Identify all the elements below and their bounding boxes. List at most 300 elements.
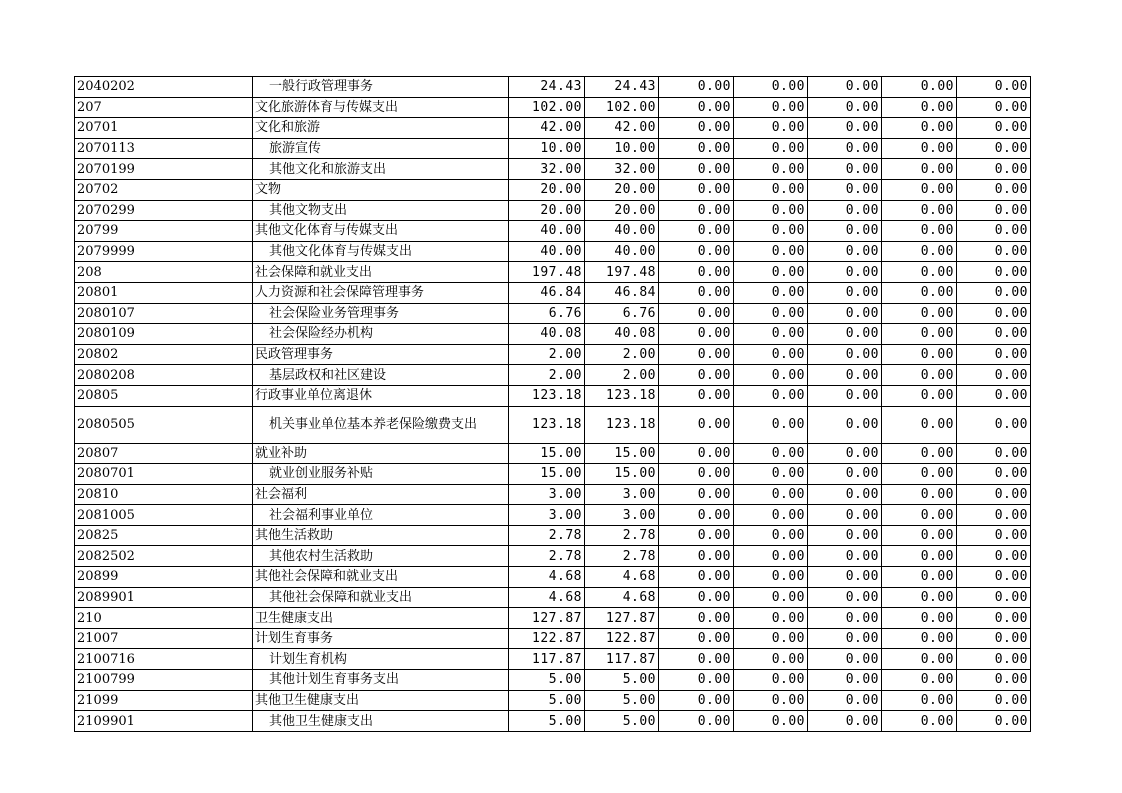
amount-cell: 0.00 bbox=[957, 649, 1031, 670]
table-row bbox=[75, 649, 1031, 670]
amount-cell: 0.00 bbox=[659, 670, 734, 691]
amount-cell: 0.00 bbox=[882, 587, 957, 608]
subject-name-text: 行政事业单位离退休 bbox=[255, 388, 373, 404]
amount-cell: 0.00 bbox=[957, 262, 1031, 283]
amount-cell: 0.00 bbox=[882, 179, 957, 200]
amount-cell: 2.78 bbox=[585, 525, 659, 546]
subject-code-cell: 2080701 bbox=[75, 464, 253, 485]
amount-cell: 0.00 bbox=[882, 344, 957, 365]
subject-code-cell: 2080505 bbox=[75, 406, 253, 443]
subject-name-cell bbox=[253, 690, 509, 711]
subject-code-cell: 20807 bbox=[75, 443, 253, 464]
amount-cell: 15.00 bbox=[585, 464, 659, 485]
table-row bbox=[75, 138, 1031, 159]
amount-cell: 0.00 bbox=[734, 324, 808, 345]
amount-cell: 0.00 bbox=[808, 138, 882, 159]
table-row bbox=[75, 324, 1031, 345]
subject-code-cell: 2040202 bbox=[75, 77, 253, 98]
subject-code-cell: 20899 bbox=[75, 567, 253, 588]
table-row bbox=[75, 484, 1031, 505]
table-row bbox=[75, 690, 1031, 711]
table-row bbox=[75, 505, 1031, 526]
amount-cell: 40.08 bbox=[585, 324, 659, 345]
amount-cell: 0.00 bbox=[957, 241, 1031, 262]
amount-cell: 2.00 bbox=[585, 344, 659, 365]
subject-name-cell bbox=[253, 546, 509, 567]
amount-cell: 0.00 bbox=[882, 406, 957, 443]
subject-name-text: 其他社会保障和就业支出 bbox=[255, 569, 399, 585]
amount-cell: 123.18 bbox=[509, 385, 585, 406]
amount-cell: 0.00 bbox=[882, 118, 957, 139]
amount-cell: 0.00 bbox=[957, 77, 1031, 98]
amount-cell: 0.00 bbox=[808, 159, 882, 180]
amount-cell: 0.00 bbox=[734, 464, 808, 485]
subject-name-text: 基层政权和社区建设 bbox=[269, 367, 387, 383]
amount-cell: 0.00 bbox=[957, 406, 1031, 443]
subject-code-cell: 2082502 bbox=[75, 546, 253, 567]
table-row bbox=[75, 97, 1031, 118]
amount-cell: 0.00 bbox=[734, 406, 808, 443]
subject-name-cell bbox=[253, 505, 509, 526]
amount-cell: 0.00 bbox=[734, 443, 808, 464]
subject-name-cell bbox=[253, 221, 509, 242]
subject-code-cell: 2070199 bbox=[75, 159, 253, 180]
table-row bbox=[75, 546, 1031, 567]
amount-cell: 117.87 bbox=[585, 649, 659, 670]
subject-name-text: 民政管理事务 bbox=[255, 347, 334, 363]
amount-cell: 0.00 bbox=[882, 670, 957, 691]
amount-cell: 5.00 bbox=[585, 670, 659, 691]
amount-cell: 0.00 bbox=[957, 711, 1031, 732]
subject-name-text: 其他文化体育与传媒支出 bbox=[255, 223, 399, 239]
amount-cell: 0.00 bbox=[659, 546, 734, 567]
amount-cell: 32.00 bbox=[585, 159, 659, 180]
amount-cell: 0.00 bbox=[808, 118, 882, 139]
amount-cell: 0.00 bbox=[882, 324, 957, 345]
subject-name-text: 社会保险业务管理事务 bbox=[269, 305, 400, 321]
amount-cell: 127.87 bbox=[509, 608, 585, 629]
amount-cell: 0.00 bbox=[659, 97, 734, 118]
amount-cell: 0.00 bbox=[808, 628, 882, 649]
amount-cell: 0.00 bbox=[734, 567, 808, 588]
amount-cell: 0.00 bbox=[808, 505, 882, 526]
amount-cell: 0.00 bbox=[808, 221, 882, 242]
amount-cell: 0.00 bbox=[659, 179, 734, 200]
amount-cell: 0.00 bbox=[957, 344, 1031, 365]
amount-cell: 0.00 bbox=[734, 77, 808, 98]
amount-cell: 15.00 bbox=[509, 443, 585, 464]
amount-cell: 20.00 bbox=[509, 179, 585, 200]
subject-name-text: 其他农村生活救助 bbox=[269, 548, 374, 564]
amount-cell: 0.00 bbox=[957, 138, 1031, 159]
subject-name-cell bbox=[253, 324, 509, 345]
subject-code-cell: 2109901 bbox=[75, 711, 253, 732]
subject-name-text: 文物 bbox=[255, 182, 282, 198]
amount-cell: 0.00 bbox=[957, 97, 1031, 118]
subject-name-cell bbox=[253, 711, 509, 732]
table-row bbox=[75, 344, 1031, 365]
amount-cell: 0.00 bbox=[957, 546, 1031, 567]
amount-cell: 2.78 bbox=[585, 546, 659, 567]
amount-cell: 0.00 bbox=[957, 303, 1031, 324]
amount-cell: 0.00 bbox=[659, 282, 734, 303]
amount-cell: 0.00 bbox=[808, 406, 882, 443]
amount-cell: 122.87 bbox=[585, 628, 659, 649]
amount-cell: 0.00 bbox=[734, 200, 808, 221]
amount-cell: 0.00 bbox=[808, 525, 882, 546]
subject-name-cell bbox=[253, 303, 509, 324]
amount-cell: 0.00 bbox=[659, 406, 734, 443]
amount-cell: 0.00 bbox=[957, 505, 1031, 526]
amount-cell: 0.00 bbox=[882, 303, 957, 324]
amount-cell: 0.00 bbox=[734, 97, 808, 118]
amount-cell: 5.00 bbox=[585, 690, 659, 711]
amount-cell: 3.00 bbox=[585, 505, 659, 526]
subject-name-text: 机关事业单位基本养老保险缴费支出 bbox=[269, 417, 478, 432]
amount-cell: 0.00 bbox=[882, 97, 957, 118]
amount-cell: 0.00 bbox=[659, 464, 734, 485]
subject-code-cell: 20805 bbox=[75, 385, 253, 406]
subject-name-cell bbox=[253, 567, 509, 588]
subject-name-cell bbox=[253, 77, 509, 98]
table-row bbox=[75, 406, 1031, 443]
amount-cell: 0.00 bbox=[659, 608, 734, 629]
amount-cell: 4.68 bbox=[509, 567, 585, 588]
amount-cell: 0.00 bbox=[734, 525, 808, 546]
amount-cell: 0.00 bbox=[957, 690, 1031, 711]
subject-name-cell bbox=[253, 97, 509, 118]
amount-cell: 15.00 bbox=[585, 443, 659, 464]
amount-cell: 123.18 bbox=[585, 385, 659, 406]
amount-cell: 0.00 bbox=[734, 711, 808, 732]
subject-name-text: 就业补助 bbox=[255, 445, 308, 461]
amount-cell: 46.84 bbox=[585, 282, 659, 303]
amount-cell: 0.00 bbox=[659, 138, 734, 159]
subject-name-text: 人力资源和社会保障管理事务 bbox=[255, 285, 425, 301]
subject-code-cell: 20701 bbox=[75, 118, 253, 139]
amount-cell: 0.00 bbox=[659, 303, 734, 324]
table-row bbox=[75, 179, 1031, 200]
table-row bbox=[75, 443, 1031, 464]
amount-cell: 0.00 bbox=[808, 385, 882, 406]
amount-cell: 0.00 bbox=[659, 690, 734, 711]
subject-code-cell: 20802 bbox=[75, 344, 253, 365]
table-row bbox=[75, 608, 1031, 629]
amount-cell: 0.00 bbox=[734, 546, 808, 567]
amount-cell: 0.00 bbox=[882, 365, 957, 386]
subject-code-cell: 2080109 bbox=[75, 324, 253, 345]
amount-cell: 0.00 bbox=[808, 324, 882, 345]
amount-cell: 0.00 bbox=[957, 525, 1031, 546]
amount-cell: 0.00 bbox=[808, 344, 882, 365]
amount-cell: 0.00 bbox=[659, 118, 734, 139]
amount-cell: 4.68 bbox=[509, 587, 585, 608]
subject-name-text: 一般行政管理事务 bbox=[269, 79, 374, 95]
subject-code-cell: 2080208 bbox=[75, 365, 253, 386]
amount-cell: 0.00 bbox=[957, 179, 1031, 200]
amount-cell: 0.00 bbox=[957, 587, 1031, 608]
amount-cell: 0.00 bbox=[734, 241, 808, 262]
amount-cell: 0.00 bbox=[808, 484, 882, 505]
amount-cell: 0.00 bbox=[808, 262, 882, 283]
amount-cell: 2.78 bbox=[509, 546, 585, 567]
amount-cell: 0.00 bbox=[659, 344, 734, 365]
subject-name-text: 卫生健康支出 bbox=[255, 610, 334, 626]
amount-cell: 0.00 bbox=[882, 464, 957, 485]
subject-code-cell: 2089901 bbox=[75, 587, 253, 608]
amount-cell: 20.00 bbox=[585, 179, 659, 200]
amount-cell: 5.00 bbox=[509, 690, 585, 711]
amount-cell: 0.00 bbox=[659, 587, 734, 608]
amount-cell: 0.00 bbox=[882, 628, 957, 649]
amount-cell: 0.00 bbox=[808, 608, 882, 629]
amount-cell: 0.00 bbox=[659, 262, 734, 283]
amount-cell: 4.68 bbox=[585, 567, 659, 588]
amount-cell: 3.00 bbox=[509, 484, 585, 505]
amount-cell: 0.00 bbox=[659, 200, 734, 221]
amount-cell: 3.00 bbox=[509, 505, 585, 526]
subject-code-cell: 2070113 bbox=[75, 138, 253, 159]
amount-cell: 0.00 bbox=[957, 670, 1031, 691]
subject-code-cell: 20825 bbox=[75, 525, 253, 546]
subject-name-text: 计划生育机构 bbox=[269, 651, 348, 667]
subject-name-text: 旅游宣传 bbox=[269, 141, 322, 157]
amount-cell: 0.00 bbox=[882, 77, 957, 98]
subject-name-cell bbox=[253, 262, 509, 283]
subject-name-cell bbox=[253, 484, 509, 505]
amount-cell: 0.00 bbox=[808, 464, 882, 485]
subject-name-text: 其他文物支出 bbox=[269, 202, 348, 218]
amount-cell: 127.87 bbox=[585, 608, 659, 629]
amount-cell: 0.00 bbox=[882, 138, 957, 159]
amount-cell: 0.00 bbox=[957, 443, 1031, 464]
amount-cell: 0.00 bbox=[808, 97, 882, 118]
amount-cell: 20.00 bbox=[585, 200, 659, 221]
amount-cell: 102.00 bbox=[585, 97, 659, 118]
amount-cell: 2.78 bbox=[509, 525, 585, 546]
amount-cell: 0.00 bbox=[882, 711, 957, 732]
amount-cell: 0.00 bbox=[957, 282, 1031, 303]
amount-cell: 2.00 bbox=[509, 365, 585, 386]
subject-name-text: 其他文化和旅游支出 bbox=[269, 161, 387, 177]
amount-cell: 24.43 bbox=[585, 77, 659, 98]
amount-cell: 0.00 bbox=[957, 118, 1031, 139]
subject-code-cell: 2080107 bbox=[75, 303, 253, 324]
subject-name-cell bbox=[253, 608, 509, 629]
subject-name-text: 其他生活救助 bbox=[255, 528, 334, 544]
amount-cell: 0.00 bbox=[957, 159, 1031, 180]
amount-cell: 0.00 bbox=[882, 484, 957, 505]
amount-cell: 0.00 bbox=[957, 221, 1031, 242]
amount-cell: 42.00 bbox=[585, 118, 659, 139]
amount-cell: 6.76 bbox=[509, 303, 585, 324]
amount-cell: 2.00 bbox=[585, 365, 659, 386]
table-row bbox=[75, 587, 1031, 608]
subject-name-text: 社会福利事业单位 bbox=[269, 507, 374, 523]
table-row bbox=[75, 670, 1031, 691]
amount-cell: 0.00 bbox=[957, 464, 1031, 485]
amount-cell: 0.00 bbox=[659, 241, 734, 262]
amount-cell: 0.00 bbox=[659, 711, 734, 732]
subject-name-cell bbox=[253, 241, 509, 262]
subject-code-cell: 210 bbox=[75, 608, 253, 629]
amount-cell: 122.87 bbox=[509, 628, 585, 649]
subject-name-cell bbox=[253, 344, 509, 365]
amount-cell: 0.00 bbox=[734, 670, 808, 691]
amount-cell: 0.00 bbox=[808, 179, 882, 200]
amount-cell: 0.00 bbox=[734, 159, 808, 180]
subject-name-cell bbox=[253, 587, 509, 608]
budget-table-body bbox=[75, 77, 1031, 732]
amount-cell: 0.00 bbox=[734, 587, 808, 608]
amount-cell: 0.00 bbox=[882, 525, 957, 546]
amount-cell: 0.00 bbox=[882, 262, 957, 283]
amount-cell: 0.00 bbox=[659, 77, 734, 98]
amount-cell: 5.00 bbox=[509, 711, 585, 732]
amount-cell: 0.00 bbox=[957, 365, 1031, 386]
amount-cell: 0.00 bbox=[808, 282, 882, 303]
table-row bbox=[75, 525, 1031, 546]
subject-name-text: 社会福利 bbox=[255, 486, 308, 502]
subject-name-text: 社会保障和就业支出 bbox=[255, 264, 373, 280]
amount-cell: 117.87 bbox=[509, 649, 585, 670]
amount-cell: 0.00 bbox=[882, 241, 957, 262]
amount-cell: 0.00 bbox=[734, 649, 808, 670]
table-row bbox=[75, 241, 1031, 262]
amount-cell: 0.00 bbox=[957, 628, 1031, 649]
amount-cell: 32.00 bbox=[509, 159, 585, 180]
amount-cell: 15.00 bbox=[509, 464, 585, 485]
amount-cell: 0.00 bbox=[734, 303, 808, 324]
amount-cell: 0.00 bbox=[808, 365, 882, 386]
subject-name-cell bbox=[253, 406, 509, 443]
amount-cell: 0.00 bbox=[808, 200, 882, 221]
subject-name-cell bbox=[253, 365, 509, 386]
table-row bbox=[75, 711, 1031, 732]
amount-cell: 40.00 bbox=[585, 241, 659, 262]
amount-cell: 0.00 bbox=[734, 282, 808, 303]
amount-cell: 0.00 bbox=[659, 365, 734, 386]
table-row bbox=[75, 221, 1031, 242]
amount-cell: 10.00 bbox=[585, 138, 659, 159]
table-row bbox=[75, 303, 1031, 324]
subject-name-text: 其他文化体育与传媒支出 bbox=[269, 244, 413, 260]
subject-name-cell bbox=[253, 443, 509, 464]
amount-cell: 0.00 bbox=[808, 546, 882, 567]
subject-name-text: 其他社会保障和就业支出 bbox=[269, 589, 413, 605]
amount-cell: 42.00 bbox=[509, 118, 585, 139]
subject-name-text: 文化和旅游 bbox=[255, 120, 321, 136]
amount-cell: 0.00 bbox=[882, 546, 957, 567]
amount-cell: 0.00 bbox=[957, 608, 1031, 629]
subject-name-cell bbox=[253, 525, 509, 546]
amount-cell: 40.00 bbox=[509, 241, 585, 262]
amount-cell: 40.00 bbox=[585, 221, 659, 242]
amount-cell: 40.08 bbox=[509, 324, 585, 345]
subject-code-cell: 207 bbox=[75, 97, 253, 118]
subject-name-text: 社会保险经办机构 bbox=[269, 326, 374, 342]
subject-name-cell bbox=[253, 670, 509, 691]
amount-cell: 0.00 bbox=[808, 443, 882, 464]
subject-code-cell: 2081005 bbox=[75, 505, 253, 526]
amount-cell: 0.00 bbox=[808, 303, 882, 324]
amount-cell: 0.00 bbox=[957, 385, 1031, 406]
amount-cell: 0.00 bbox=[659, 221, 734, 242]
amount-cell: 0.00 bbox=[957, 484, 1031, 505]
subject-name-text: 其他卫生健康支出 bbox=[269, 713, 374, 729]
amount-cell: 0.00 bbox=[957, 324, 1031, 345]
amount-cell: 0.00 bbox=[734, 118, 808, 139]
amount-cell: 0.00 bbox=[734, 484, 808, 505]
amount-cell: 40.00 bbox=[509, 221, 585, 242]
amount-cell: 0.00 bbox=[882, 608, 957, 629]
amount-cell: 0.00 bbox=[734, 138, 808, 159]
amount-cell: 0.00 bbox=[734, 262, 808, 283]
table-row bbox=[75, 365, 1031, 386]
subject-code-cell: 2100716 bbox=[75, 649, 253, 670]
amount-cell: 6.76 bbox=[585, 303, 659, 324]
table-row bbox=[75, 77, 1031, 98]
amount-cell: 24.43 bbox=[509, 77, 585, 98]
table-row bbox=[75, 159, 1031, 180]
amount-cell: 0.00 bbox=[659, 628, 734, 649]
table-row bbox=[75, 118, 1031, 139]
table-row bbox=[75, 567, 1031, 588]
table-row bbox=[75, 200, 1031, 221]
amount-cell: 0.00 bbox=[808, 690, 882, 711]
amount-cell: 0.00 bbox=[734, 179, 808, 200]
table-row bbox=[75, 628, 1031, 649]
amount-cell: 0.00 bbox=[734, 221, 808, 242]
amount-cell: 0.00 bbox=[808, 77, 882, 98]
subject-code-cell: 20702 bbox=[75, 179, 253, 200]
amount-cell: 5.00 bbox=[509, 670, 585, 691]
amount-cell: 0.00 bbox=[659, 385, 734, 406]
amount-cell: 0.00 bbox=[734, 385, 808, 406]
amount-cell: 0.00 bbox=[808, 670, 882, 691]
subject-name-text: 计划生育事务 bbox=[255, 631, 334, 647]
budget-table bbox=[74, 76, 1031, 732]
amount-cell: 0.00 bbox=[659, 649, 734, 670]
amount-cell: 0.00 bbox=[734, 505, 808, 526]
amount-cell: 0.00 bbox=[882, 159, 957, 180]
amount-cell: 0.00 bbox=[808, 587, 882, 608]
table-row bbox=[75, 385, 1031, 406]
amount-cell: 0.00 bbox=[882, 443, 957, 464]
amount-cell: 0.00 bbox=[659, 567, 734, 588]
amount-cell: 0.00 bbox=[659, 484, 734, 505]
subject-name-cell bbox=[253, 200, 509, 221]
subject-name-cell bbox=[253, 628, 509, 649]
amount-cell: 2.00 bbox=[509, 344, 585, 365]
subject-name-cell bbox=[253, 159, 509, 180]
amount-cell: 0.00 bbox=[882, 505, 957, 526]
amount-cell: 0.00 bbox=[808, 567, 882, 588]
amount-cell: 0.00 bbox=[659, 443, 734, 464]
subject-code-cell: 21099 bbox=[75, 690, 253, 711]
amount-cell: 5.00 bbox=[585, 711, 659, 732]
subject-name-cell bbox=[253, 385, 509, 406]
subject-name-text: 其他计划生育事务支出 bbox=[269, 672, 400, 688]
amount-cell: 0.00 bbox=[734, 344, 808, 365]
amount-cell: 10.00 bbox=[509, 138, 585, 159]
amount-cell: 0.00 bbox=[882, 221, 957, 242]
amount-cell: 0.00 bbox=[659, 159, 734, 180]
amount-cell: 3.00 bbox=[585, 484, 659, 505]
subject-name-cell bbox=[253, 649, 509, 670]
subject-name-cell bbox=[253, 464, 509, 485]
amount-cell: 0.00 bbox=[882, 282, 957, 303]
